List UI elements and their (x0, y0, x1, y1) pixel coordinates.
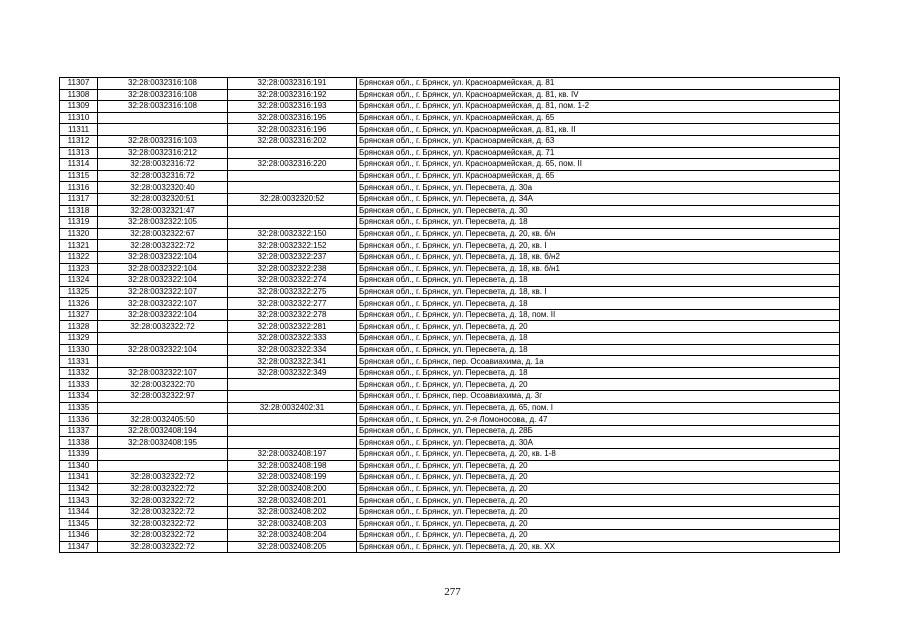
row-number-cell: 11317 (60, 193, 98, 205)
parcel-number-cell: 32:28:0032316:108 (98, 78, 228, 90)
row-number-cell: 11338 (60, 437, 98, 449)
table-row (60, 449, 840, 461)
building-number-cell: 32:28:0032322:334 (228, 344, 357, 356)
parcel-number-cell: 32:28:0032321:47 (98, 205, 228, 217)
table-row (60, 251, 840, 263)
row-number-cell: 11313 (60, 147, 98, 159)
building-number-cell: 32:28:0032322:281 (228, 321, 357, 333)
building-number-cell: 32:28:0032322:277 (228, 298, 357, 310)
parcel-number-cell: 32:28:0032316:72 (98, 159, 228, 171)
parcel-number-cell: 32:28:0032322:104 (98, 309, 228, 321)
building-number-cell (228, 182, 357, 194)
row-number-cell: 11322 (60, 251, 98, 263)
table-row (60, 286, 840, 298)
address-cell: Брянская обл., г. Брянск, ул. Красноармейская, д. 65, пом. II (357, 159, 840, 171)
address-cell: Брянская обл., г. Брянск, ул. Красноармейская, д. 65 (357, 112, 840, 124)
building-number-cell: 32:28:0032322:274 (228, 275, 357, 287)
table-row (60, 541, 840, 553)
address-cell: Брянская обл., г. Брянск, ул. Пересвета, д. 20, кв. б/н (357, 228, 840, 240)
row-number-cell: 11324 (60, 275, 98, 287)
row-number-cell: 11339 (60, 449, 98, 461)
parcel-number-cell: 32:28:0032320:51 (98, 193, 228, 205)
table-row (60, 263, 840, 275)
address-cell: Брянская обл., г. Брянск, ул. Пересвета, д. 20 (357, 472, 840, 484)
table-row (60, 472, 840, 484)
table-row (60, 460, 840, 472)
table-row (60, 182, 840, 194)
table-row (60, 147, 840, 159)
address-cell: Брянская обл., г. Брянск, ул. Красноармейская, д. 81, кв. IV (357, 89, 840, 101)
parcel-number-cell: 32:28:0032322:107 (98, 367, 228, 379)
table-body (60, 78, 840, 553)
address-cell: Брянская обл., г. Брянск, ул. 2-я Ломоносова, д. 47 (357, 414, 840, 426)
table-row (60, 437, 840, 449)
address-cell: Брянская обл., г. Брянск, ул. Пересвета, д. 65, пом. I (357, 402, 840, 414)
address-cell: Брянская обл., г. Брянск, ул. Пересвета, д. 30 (357, 205, 840, 217)
address-cell: Брянская обл., г. Брянск, ул. Красноармейская, д. 81 (357, 78, 840, 90)
building-number-cell (228, 379, 357, 391)
parcel-number-cell: 32:28:0032322:72 (98, 472, 228, 484)
address-cell: Брянская обл., г. Брянск, ул. Пересвета, д. 20 (357, 506, 840, 518)
building-number-cell (228, 437, 357, 449)
building-number-cell: 32:28:0032408:200 (228, 483, 357, 495)
address-cell: Брянская обл., г. Брянск, ул. Пересвета, д. 20 (357, 495, 840, 507)
address-cell: Брянская обл., г. Брянск, ул. Пересвета, д. 18 (357, 217, 840, 229)
table-row (60, 112, 840, 124)
address-cell: Брянская обл., г. Брянск, ул. Красноармейская, д. 63 (357, 135, 840, 147)
building-number-cell: 32:28:0032408:204 (228, 530, 357, 542)
parcel-number-cell: 32:28:0032316:72 (98, 170, 228, 182)
row-number-cell: 11318 (60, 205, 98, 217)
parcel-number-cell (98, 112, 228, 124)
address-cell: Брянская обл., г. Брянск, ул. Пересвета, д. 18, пом. II (357, 309, 840, 321)
parcel-number-cell: 32:28:0032322:72 (98, 506, 228, 518)
table-row (60, 367, 840, 379)
table-row (60, 101, 840, 113)
address-cell: Брянская обл., г. Брянск, ул. Пересвета, д. 20 (357, 483, 840, 495)
row-number-cell: 11319 (60, 217, 98, 229)
row-number-cell: 11342 (60, 483, 98, 495)
row-number-cell: 11323 (60, 263, 98, 275)
parcel-number-cell: 32:28:0032322:97 (98, 391, 228, 403)
row-number-cell: 11347 (60, 541, 98, 553)
address-cell: Брянская обл., г. Брянск, ул. Пересвета, д. 18 (357, 298, 840, 310)
parcel-number-cell: 32:28:0032322:72 (98, 518, 228, 530)
address-cell: Брянская обл., г. Брянск, ул. Пересвета, д. 18, кв. б/н2 (357, 251, 840, 263)
parcel-number-cell: 32:28:0032322:104 (98, 251, 228, 263)
row-number-cell: 11332 (60, 367, 98, 379)
building-number-cell: 32:28:0032316:193 (228, 101, 357, 113)
building-number-cell (228, 147, 357, 159)
building-number-cell (228, 425, 357, 437)
table-row (60, 205, 840, 217)
row-number-cell: 11331 (60, 356, 98, 368)
building-number-cell: 32:28:0032320:52 (228, 193, 357, 205)
row-number-cell: 11340 (60, 460, 98, 472)
building-number-cell (228, 170, 357, 182)
table-row (60, 228, 840, 240)
parcel-number-cell: 32:28:0032322:107 (98, 286, 228, 298)
building-number-cell: 32:28:0032408:203 (228, 518, 357, 530)
table-row (60, 506, 840, 518)
building-number-cell: 32:28:0032316:191 (228, 78, 357, 90)
row-number-cell: 11321 (60, 240, 98, 252)
table-row (60, 78, 840, 90)
row-number-cell: 11310 (60, 112, 98, 124)
table-row (60, 344, 840, 356)
table-row (60, 321, 840, 333)
table-row (60, 495, 840, 507)
parcel-number-cell: 32:28:0032320:40 (98, 182, 228, 194)
row-number-cell: 11330 (60, 344, 98, 356)
building-number-cell: 32:28:0032322:152 (228, 240, 357, 252)
row-number-cell: 11337 (60, 425, 98, 437)
building-number-cell: 32:28:0032316:195 (228, 112, 357, 124)
row-number-cell: 11314 (60, 159, 98, 171)
parcel-number-cell: 32:28:0032322:104 (98, 344, 228, 356)
table-row (60, 379, 840, 391)
row-number-cell: 11312 (60, 135, 98, 147)
building-number-cell: 32:28:0032408:197 (228, 449, 357, 461)
building-number-cell: 32:28:0032408:205 (228, 541, 357, 553)
building-number-cell: 32:28:0032408:199 (228, 472, 357, 484)
building-number-cell: 32:28:0032316:220 (228, 159, 357, 171)
address-cell: Брянская обл., г. Брянск, ул. Пересвета, д. 20, кв. XX (357, 541, 840, 553)
row-number-cell: 11308 (60, 89, 98, 101)
building-number-cell (228, 414, 357, 426)
parcel-number-cell: 32:28:0032316:103 (98, 135, 228, 147)
address-cell: Брянская обл., г. Брянск, ул. Пересвета, д. 20 (357, 321, 840, 333)
building-number-cell (228, 217, 357, 229)
table-row (60, 483, 840, 495)
building-number-cell: 32:28:0032322:237 (228, 251, 357, 263)
parcel-number-cell: 32:28:0032322:70 (98, 379, 228, 391)
address-cell: Брянская обл., г. Брянск, ул. Пересвета, д. 20 (357, 460, 840, 472)
parcel-number-cell: 32:28:0032322:72 (98, 541, 228, 553)
address-cell: Брянская обл., г. Брянск, ул. Пересвета, д. 30А (357, 437, 840, 449)
building-number-cell: 32:28:0032408:202 (228, 506, 357, 518)
building-number-cell (228, 205, 357, 217)
parcel-number-cell: 32:28:0032322:105 (98, 217, 228, 229)
row-number-cell: 11334 (60, 391, 98, 403)
parcel-number-cell (98, 402, 228, 414)
building-number-cell: 32:28:0032322:150 (228, 228, 357, 240)
address-cell: Брянская обл., г. Брянск, ул. Пересвета, д. 20 (357, 518, 840, 530)
parcel-number-cell (98, 356, 228, 368)
table-row (60, 240, 840, 252)
table-row (60, 275, 840, 287)
row-number-cell: 11307 (60, 78, 98, 90)
parcel-number-cell: 32:28:0032322:67 (98, 228, 228, 240)
parcel-number-cell: 32:28:0032405:50 (98, 414, 228, 426)
parcel-number-cell (98, 124, 228, 136)
parcel-number-cell: 32:28:0032322:72 (98, 495, 228, 507)
page-number: 277 (444, 586, 461, 598)
table-row (60, 530, 840, 542)
table-row (60, 402, 840, 414)
parcel-number-cell: 32:28:0032316:108 (98, 101, 228, 113)
table-row (60, 298, 840, 310)
table-row (60, 124, 840, 136)
row-number-cell: 11316 (60, 182, 98, 194)
row-number-cell: 11333 (60, 379, 98, 391)
address-cell: Брянская обл., г. Брянск, ул. Пересвета, д. 20 (357, 530, 840, 542)
parcel-number-cell: 32:28:0032408:195 (98, 437, 228, 449)
table-row (60, 89, 840, 101)
cadastral-register-table (59, 77, 840, 553)
parcel-number-cell: 32:28:0032322:104 (98, 263, 228, 275)
address-cell: Брянская обл., г. Брянск, пер. Осоавиахима, д. 1а (357, 356, 840, 368)
row-number-cell: 11311 (60, 124, 98, 136)
address-cell: Брянская обл., г. Брянск, ул. Пересвета, д. 20, кв. 1-8 (357, 449, 840, 461)
table-row (60, 309, 840, 321)
parcel-number-cell (98, 460, 228, 472)
building-number-cell: 32:28:0032408:201 (228, 495, 357, 507)
building-number-cell: 32:28:0032408:198 (228, 460, 357, 472)
building-number-cell: 32:28:0032322:333 (228, 333, 357, 345)
table-row (60, 356, 840, 368)
parcel-number-cell: 32:28:0032322:104 (98, 275, 228, 287)
building-number-cell: 32:28:0032322:278 (228, 309, 357, 321)
parcel-number-cell: 32:28:0032322:72 (98, 240, 228, 252)
address-cell: Брянская обл., г. Брянск, ул. Красноармейская, д. 65 (357, 170, 840, 182)
row-number-cell: 11344 (60, 506, 98, 518)
table-row (60, 217, 840, 229)
building-number-cell: 32:28:0032322:349 (228, 367, 357, 379)
building-number-cell: 32:28:0032316:196 (228, 124, 357, 136)
address-cell: Брянская обл., г. Брянск, ул. Пересвета, д. 20 (357, 379, 840, 391)
row-number-cell: 11309 (60, 101, 98, 113)
row-number-cell: 11329 (60, 333, 98, 345)
row-number-cell: 11325 (60, 286, 98, 298)
row-number-cell: 11345 (60, 518, 98, 530)
address-cell: Брянская обл., г. Брянск, ул. Красноармейская, д. 71 (357, 147, 840, 159)
table-row (60, 159, 840, 171)
address-cell: Брянская обл., г. Брянск, ул. Пересвета, д. 18 (357, 275, 840, 287)
address-cell: Брянская обл., г. Брянск, ул. Пересвета, д. 28Б (357, 425, 840, 437)
address-cell: Брянская обл., г. Брянск, ул. Пересвета, д. 20, кв. I (357, 240, 840, 252)
building-number-cell: 32:28:0032316:192 (228, 89, 357, 101)
building-number-cell: 32:28:0032316:202 (228, 135, 357, 147)
address-cell: Брянская обл., г. Брянск, ул. Пересвета, д. 34А (357, 193, 840, 205)
address-cell: Брянская обл., г. Брянск, ул. Пересвета, д. 18, кв. I (357, 286, 840, 298)
table-row (60, 170, 840, 182)
table-row (60, 391, 840, 403)
building-number-cell: 32:28:0032322:238 (228, 263, 357, 275)
table-row (60, 135, 840, 147)
parcel-number-cell: 32:28:0032322:72 (98, 483, 228, 495)
row-number-cell: 11315 (60, 170, 98, 182)
row-number-cell: 11335 (60, 402, 98, 414)
table-row (60, 425, 840, 437)
parcel-number-cell: 32:28:0032322:72 (98, 530, 228, 542)
parcel-number-cell (98, 449, 228, 461)
address-cell: Брянская обл., г. Брянск, ул. Красноармейская, д. 81, кв. II (357, 124, 840, 136)
parcel-number-cell: 32:28:0032408:194 (98, 425, 228, 437)
row-number-cell: 11336 (60, 414, 98, 426)
building-number-cell: 32:28:0032322:341 (228, 356, 357, 368)
row-number-cell: 11327 (60, 309, 98, 321)
table-row (60, 333, 840, 345)
parcel-number-cell: 32:28:0032316:108 (98, 89, 228, 101)
table-row (60, 518, 840, 530)
parcel-number-cell (98, 333, 228, 345)
row-number-cell: 11320 (60, 228, 98, 240)
address-cell: Брянская обл., г. Брянск, ул. Пересвета, д. 30а (357, 182, 840, 194)
building-number-cell (228, 391, 357, 403)
address-cell: Брянская обл., г. Брянск, ул. Пересвета, д. 18 (357, 333, 840, 345)
parcel-number-cell: 32:28:0032322:72 (98, 321, 228, 333)
table-row (60, 193, 840, 205)
row-number-cell: 11341 (60, 472, 98, 484)
table-row (60, 414, 840, 426)
address-cell: Брянская обл., г. Брянск, ул. Пересвета, д. 18 (357, 367, 840, 379)
address-cell: Брянская обл., г. Брянск, ул. Пересвета, д. 18 (357, 344, 840, 356)
address-cell: Брянская обл., г. Брянск, пер. Осоавиахима, д. 3г (357, 391, 840, 403)
parcel-number-cell: 32:28:0032316:212 (98, 147, 228, 159)
row-number-cell: 11343 (60, 495, 98, 507)
row-number-cell: 11328 (60, 321, 98, 333)
building-number-cell: 32:28:0032402:31 (228, 402, 357, 414)
parcel-number-cell: 32:28:0032322:107 (98, 298, 228, 310)
row-number-cell: 11326 (60, 298, 98, 310)
address-cell: Брянская обл., г. Брянск, ул. Пересвета, д. 18, кв. б/н1 (357, 263, 840, 275)
row-number-cell: 11346 (60, 530, 98, 542)
building-number-cell: 32:28:0032322:275 (228, 286, 357, 298)
address-cell: Брянская обл., г. Брянск, ул. Красноармейская, д. 81, пом. 1-2 (357, 101, 840, 113)
